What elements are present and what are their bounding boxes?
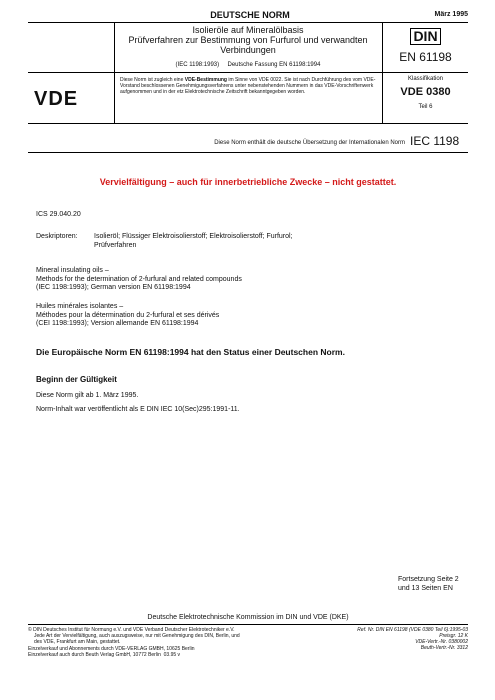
title-line-2: Prüfverfahren zur Bestimmung von Furfurol und verwandten Verbindungen	[128, 35, 368, 55]
footer-vde-vertr: VDE-Vertr.-Nr. 0380002	[415, 639, 468, 645]
footer-rule	[28, 624, 468, 625]
title-rule	[28, 72, 468, 73]
footer-line-4: Einzelverkauf und Abonnements durch VDE-VERLAG GMBH, 10625 Berlin	[28, 646, 195, 652]
din-logo-wrap	[383, 28, 468, 46]
footer-line-3: des VDE, Frankfurt am Main, gestattet.	[34, 639, 121, 645]
status-statement: Die Europäische Norm EN 61198:1994 hat den Status einer Deutschen Norm.	[36, 347, 345, 357]
validity-heading: Beginn der Gültigkeit	[36, 375, 117, 384]
deskriptoren-line-2: Prüfverfahren	[94, 241, 137, 249]
deskriptoren-label: Deskriptoren:	[36, 233, 78, 240]
continuation-line-1: Fortsetzung Seite 2	[398, 576, 459, 583]
english-title-line-3: (IEC 1198:1993); German version EN 61198:1994	[36, 284, 191, 291]
iec-translation-note: Diese Norm enthält die deutsche Übersetzung der Internationalen Norm	[214, 140, 405, 146]
vde-statement-prefix: Diese Norm ist zugleich eine	[120, 77, 185, 83]
deskriptoren-values	[94, 233, 454, 250]
footer-copyright	[28, 627, 328, 658]
footer-line-1: © DIN Deutsches Institut für Normung e.V. und VDE Verband Deutscher Elektrotechniker e.V.	[28, 627, 235, 633]
english-title	[36, 267, 436, 293]
vde-rule	[28, 123, 468, 124]
validity-line-1: Diese Norm gilt ab 1. März 1995.	[36, 392, 139, 399]
title-block	[116, 25, 380, 55]
left-column-rule	[114, 22, 115, 123]
english-title-line-2: Methods for the determination of 2-furfural and related compounds	[36, 275, 242, 283]
footer-line-5-text: Einzelverkauf auch durch Beuth Verlag GmbH, 10772 Berlin	[28, 652, 161, 658]
validity-line-2: Norm-Inhalt war veröffentlicht als E DIN IEC 10(Sec)295:1991-11.	[36, 406, 240, 413]
iec-number: IEC 1198	[410, 134, 460, 148]
title-line-1: Isolieröle auf Mineralölbasis	[192, 25, 304, 35]
french-title-line-2: Méthodes pour la détermination du 2-furfural et ses dérivés	[36, 311, 220, 319]
english-title-line-1: Mineral insulating oils –	[36, 267, 109, 274]
title-references	[116, 62, 380, 69]
iec-reference: (IEC 1198:1993)	[175, 62, 220, 68]
vde-number: VDE 0380	[400, 86, 451, 98]
iec-rule	[28, 152, 468, 153]
din-logo: DIN	[410, 28, 440, 45]
german-version-reference: Deutsche Fassung EN 61198:1994	[227, 62, 321, 68]
commission: Deutsche Elektrotechnische Kommission im DIN und VDE (DKE)	[147, 614, 349, 621]
footer-line-5	[28, 652, 328, 658]
en-number: EN 61198	[399, 50, 452, 64]
vde-logo: VDE	[34, 88, 79, 110]
vde-statement	[120, 77, 378, 95]
footer-price-code: 03.95 v	[163, 652, 181, 658]
vde-statement-bold: VDE-Bestimmung	[184, 77, 227, 83]
french-title	[36, 303, 436, 329]
reproduction-warning: Vervielfältigung – auch für innerbetriebliche Zwecke – nicht gestattet.	[99, 177, 397, 187]
teil-number: Teil 6	[418, 104, 433, 110]
french-title-line-3: (CEI 1198:1993); Version allemande EN 61198:1994	[36, 320, 199, 327]
norm-label: DEUTSCHE NORM	[210, 10, 290, 20]
header-rule	[28, 22, 468, 23]
deskriptoren-line-1: Isolieröl; Flüssiger Elektroisolierstoff; Elektroisolierstoff; Furfurol;	[94, 233, 293, 240]
footer-price-group: Preisgr. 12 K	[439, 633, 468, 639]
footer-beuth-vertr: Beuth-Vertr.-Nr. 3312	[420, 645, 468, 651]
footer-line-2: Jede Art der Vervielfältigung, auch auszugsweise, nur mit Genehmigung des DIN, Berlin, und	[34, 633, 240, 639]
ics-code: ICS 29.040.20	[36, 211, 81, 218]
vde-statement-rest: im Sinne von VDE 0022. Sie ist nach Durchführung des vom VDE-Vorstand beschlossenen Genehmigungsverfahrens unter nebenstehenden Nummern in das VDE-Vorschriftenwerk aufgenommen und in der etz Elektrotechnische Zeitschrift bekanntgegeben worden.	[120, 77, 376, 95]
klassifikation-label: Klassifikation	[407, 76, 443, 82]
continuation-line-2: und 13 Seiten EN	[398, 584, 453, 592]
continuation-note	[398, 576, 470, 593]
footer-references	[300, 627, 468, 651]
french-title-line-1: Huiles minérales isolantes –	[36, 303, 124, 310]
publication-date: März 1995	[434, 11, 468, 18]
footer-ref-number: Ref. Nr. DIN EN 61198 (VDE 0380 Teil 6):1995-03	[357, 627, 468, 633]
